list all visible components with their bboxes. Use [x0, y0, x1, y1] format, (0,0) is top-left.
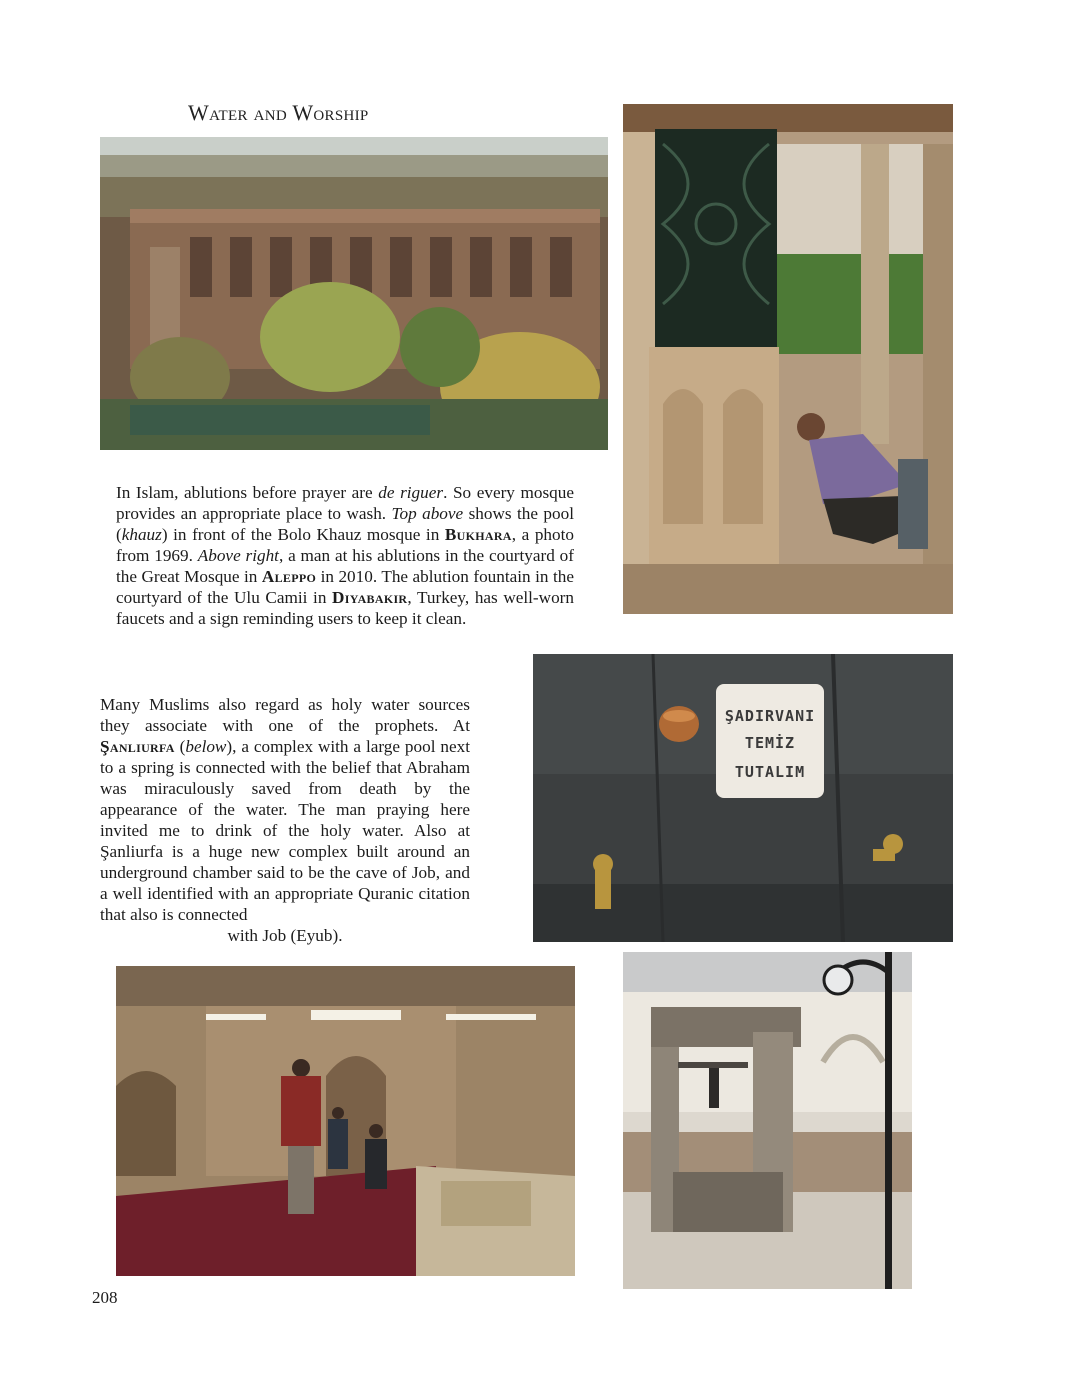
sign-line-3: TUTALIM: [734, 763, 806, 781]
text-italic: Top above: [391, 504, 464, 523]
place-name-diyabakir: Diyabakir: [332, 588, 408, 607]
text-italic: below: [185, 737, 227, 756]
text-segment: . So every mosque provides an appropriate place to wash.: [116, 483, 574, 523]
photo-sanliurfa-well: [623, 952, 912, 1289]
text-segment: , a photo from 1969.: [116, 525, 574, 565]
text-segment: in 2010. The ablution fountain in the courtyard of the Ulu Camii in: [116, 567, 574, 607]
photo-sanliurfa-prayer: [116, 966, 575, 1276]
text-segment: ), a complex with a large pool next to a spring is connected with the belief that Abraham was miraculously saved from death by the appearance of the water. The man praying here invited me to drink of the holy water. Also at Şanliurfa is a huge new complex built around an underground chamber said to be the cave of Job, and a well identified with an appropriate Quranic citation that also is connected: [100, 737, 470, 924]
place-name-aleppo: Aleppo: [261, 567, 317, 586]
photo-aleppo-ablutions: [623, 104, 953, 614]
text-segment: ) in front of the Bolo Khauz mosque in: [161, 525, 445, 544]
text-italic: Above right: [197, 546, 279, 565]
page-number: 208: [92, 1288, 118, 1307]
page-title: Water and Worship: [188, 100, 369, 125]
text-segment: In Islam, ablutions before prayer are: [116, 483, 379, 502]
text-segment: , a man at his ablutions in the courtyard of the Great Mosque in: [116, 546, 574, 586]
text-italic: de riguer: [378, 483, 444, 502]
place-name-bukhara: Bukhara: [444, 525, 512, 544]
sign-line-1: ŞADIRVANI: [724, 707, 816, 725]
text-segment: shows the pool (: [116, 504, 574, 544]
text-segment: , Turkey, has well-worn faucets and a sign reminding users to keep it clean.: [116, 588, 574, 628]
photo-bukhara-mosque: [100, 137, 608, 450]
paragraph-holy-water: [100, 694, 470, 946]
sign-line-2: TEMİZ: [744, 734, 796, 752]
place-name-sanliurfa: Şanliurfa: [100, 737, 175, 756]
text-last-line: with Job (Eyub).: [227, 926, 343, 945]
paragraph-ablutions: [116, 482, 574, 629]
text-segment: Many Muslims also regard as holy water sources they associate with one of the prophets. At: [100, 695, 470, 735]
photo-diyabakir-fountain: [533, 654, 953, 942]
text-segment: (: [174, 737, 186, 756]
text-italic: khauz: [121, 525, 162, 544]
